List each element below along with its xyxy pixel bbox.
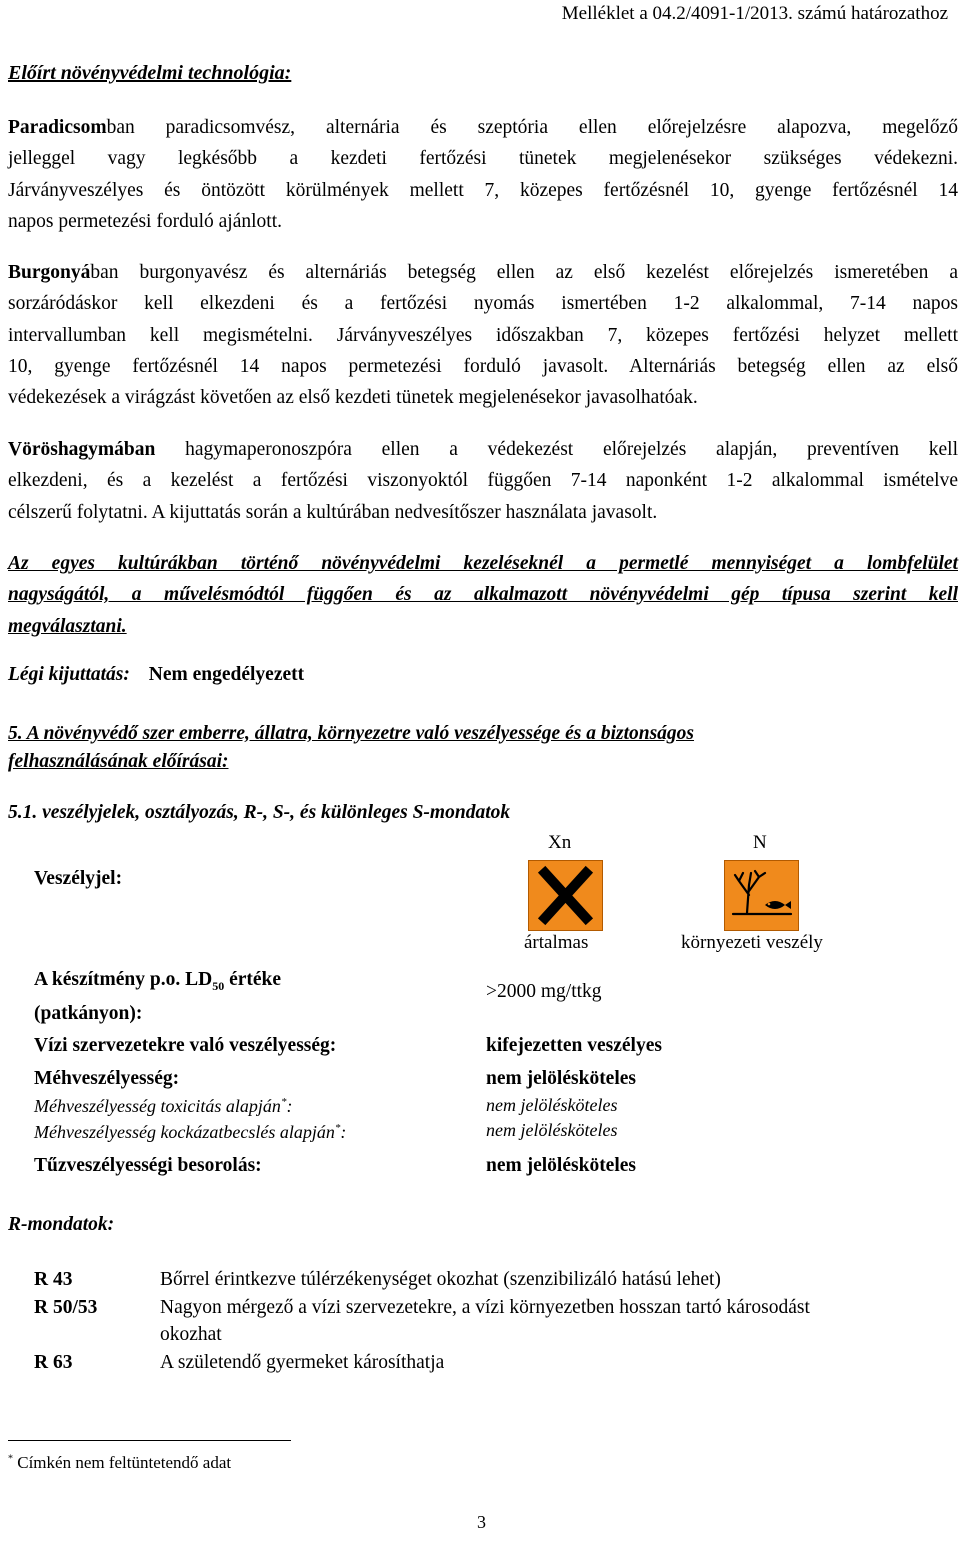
aerial-value: Nem engedélyezett (148, 664, 305, 685)
harmful-x-icon (528, 860, 603, 931)
potato-line1-rest: ban burgonyavész és alternáriás betegség ellen az első kezelést előrejelzés ismeretében a (90, 262, 958, 283)
ld50-label-line-1 (34, 966, 281, 1000)
spray-note-line-3: megválasztani. (8, 615, 127, 637)
r-code-43: R 43 (34, 1269, 73, 1290)
tomato-paragraph (8, 112, 958, 237)
bee-tox-label (34, 1096, 292, 1117)
bee-tox-label-text: Méhveszélyesség toxicitás alapján (34, 1096, 281, 1116)
r-text-50-53-cont: okozhat (160, 1324, 222, 1345)
potato-line-4: 10, gyenge fertőzésnél 14 napos permetezési forduló javasolt. Alternáriás betegség ellen az első (8, 355, 958, 377)
page-number: 3 (477, 1512, 486, 1532)
footnote-text: Címkén nem feltüntetendő adat (13, 1453, 232, 1472)
aquatic-label: Vízi szervezetekre való veszélyesség: (34, 1035, 337, 1056)
hazard-label: Veszélyjel: (34, 868, 123, 889)
onion-line-3: célszerű folytatni. A kijuttatás során a kultúrában nedvesítőszer használata javasolt. (8, 501, 658, 523)
symbol-code-n: N (753, 832, 767, 853)
section-5-1-heading: 5.1. veszélyjelek, osztályozás, R-, S-, és különleges S-mondatok (8, 802, 511, 823)
ld50-label-tail: értéke (224, 969, 282, 990)
potato-line-1 (8, 257, 958, 288)
dead-tree-fish-icon (724, 860, 799, 931)
tomato-line-4: napos permetezési forduló ajánlott. (8, 210, 282, 232)
r-text-50-53: Nagyon mérgező a vízi szervezetekre, a vízi környezetben hosszan tartó károsodást (160, 1297, 810, 1318)
spray-note-line-2: nagyságától, a művelésmódtól függően és az alkalmazott növényvédelmi gép típusa szerint kell (8, 584, 958, 606)
onion-lead: Vöröshagymában (8, 439, 156, 460)
bee-risk-star: * (334, 1122, 341, 1134)
symbol-caption-n: környezeti veszély (681, 932, 823, 953)
r-sentences-title: R-mondatok: (8, 1214, 115, 1235)
bee-tox-star: * (280, 1096, 287, 1108)
bee-risk-label (34, 1122, 346, 1143)
ld50-subscript: 50 (212, 978, 225, 993)
r-code-63: R 63 (34, 1352, 73, 1373)
technology-title: Előírt növényvédelmi technológia: (8, 62, 292, 84)
aquatic-value: kifejezetten veszélyes (486, 1035, 662, 1056)
r-text-43: Bőrrel érintkezve túlérzékenységet okozhat (szenzibilizáló hatású lehet) (160, 1269, 721, 1290)
section-5-title-line-2: felhasználásának előírásai: (8, 751, 229, 772)
ld50-label (34, 966, 281, 1028)
ld50-label-line-2: (patkányon): (34, 1002, 143, 1024)
spray-note-line-1: Az egyes kultúrákban történő növényvédelmi kezeléseknél a permetlé mennyiséget a lombfelület (8, 553, 958, 574)
bee-tox-colon: : (286, 1096, 293, 1116)
footnote (8, 1453, 231, 1473)
aerial-label: Légi kijuttatás: (8, 664, 130, 685)
onion-line-1 (8, 434, 958, 465)
onion-line-2: elkezdeni, és a kezelést a fertőzési viszonyoktól függően 7-14 naponként 1-2 alkalommal ismételve (8, 470, 958, 492)
bee-risk-value: nem jelölésköteles (486, 1120, 618, 1140)
aerial-row (8, 664, 304, 686)
bee-tox-value: nem jelölésköteles (486, 1095, 618, 1115)
ld50-label-text: A készítmény p.o. LD (34, 969, 213, 990)
footnote-rule (8, 1440, 291, 1441)
r-text-63: A születendő gyermeket károsíthatja (160, 1352, 445, 1373)
r-code-50-53: R 50/53 (34, 1297, 98, 1318)
bee-risk-label-text: Méhveszélyesség kockázatbecslés alapján (34, 1122, 335, 1142)
tomato-line-3: Járványveszélyes és öntözött körülmények mellett 7, közepes fertőzésnél 10, gyenge fertőzésnél 14 (8, 179, 958, 201)
onion-paragraph (8, 434, 958, 528)
footnote-star: * (8, 1453, 13, 1465)
potato-line-3: intervallumban kell megismételni. Járványveszélyes időszakban 7, közepes fertőzési helyzet mellett (8, 324, 958, 346)
fire-value: nem jelölésköteles (486, 1155, 637, 1176)
bee-label: Méhveszélyesség: (34, 1068, 180, 1089)
tomato-line1-rest: ban paradicsomvész, alternária és szeptória ellen előrejelzésre alapozva, megelőző (106, 117, 958, 138)
tomato-lead: Paradicsom (8, 117, 107, 138)
spray-note (8, 548, 958, 642)
annex-header: Melléklet a 04.2/4091-1/2013. számú határozathoz (561, 3, 948, 24)
onion-line1-rest: hagymaperonoszpóra ellen a védekezést előrejelzés alapján, preventíven kell (155, 439, 958, 460)
potato-line-2: sorzáródáskor kell elkezdeni és a fertőzési nyomás ismertében 1-2 alkalommal, 7-14 napos (8, 293, 958, 315)
potato-lead: Burgonyá (8, 262, 91, 283)
potato-paragraph (8, 257, 958, 413)
potato-line-5: védekezések a virágzást követően az első kezdeti tünetek megjelenésekor javasolhatóak. (8, 387, 698, 409)
tomato-line-1 (8, 112, 958, 143)
ld50-value: >2000 mg/ttkg (486, 981, 602, 1002)
symbol-caption-xn: ártalmas (524, 932, 589, 953)
fire-label: Tűzveszélyességi besorolás: (34, 1155, 262, 1176)
tomato-line-2: jelleggel vagy legkésőbb a kezdeti fertőzési tünetek megjelenésekor szükséges védekezni. (8, 148, 958, 170)
section-5-title-line-1: 5. A növényvédő szer emberre, állatra, környezetre való veszélyessége és a biztonságos (8, 723, 695, 744)
bee-risk-colon: : (340, 1122, 347, 1142)
bee-value: nem jelölésköteles (486, 1068, 637, 1089)
symbol-code-xn: Xn (548, 832, 572, 853)
section-5-heading (8, 720, 694, 776)
